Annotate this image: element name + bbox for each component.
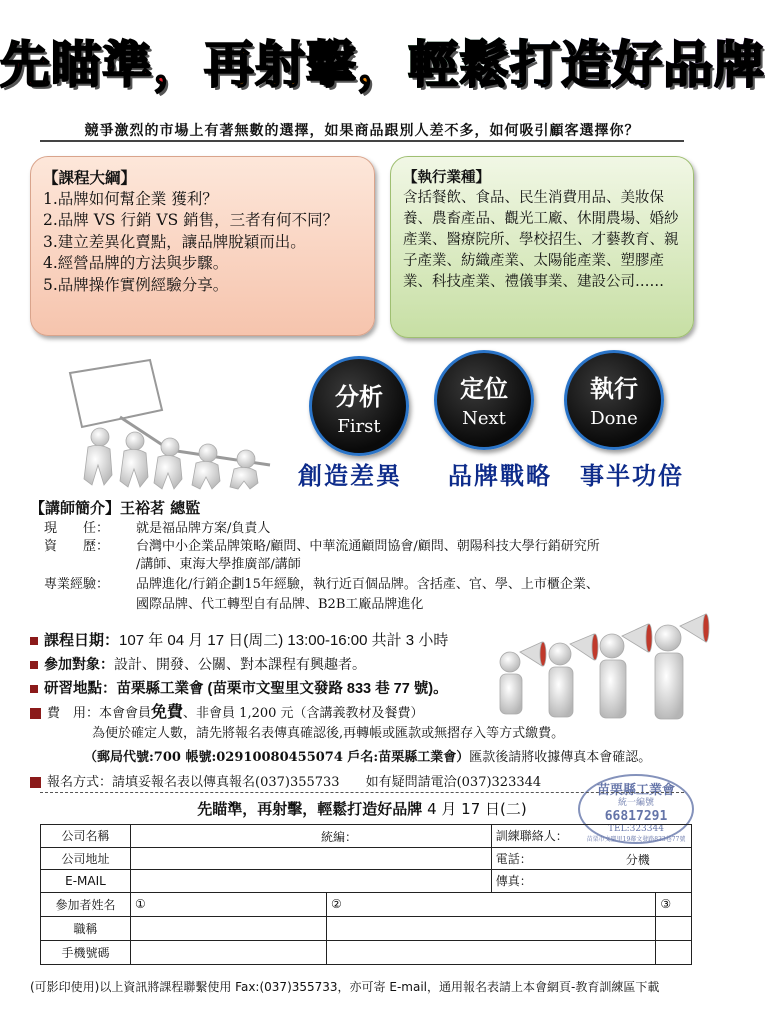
team-pulling-illustration [40, 355, 280, 490]
form-title [40, 798, 684, 819]
mobile-label: 手機號碼 [41, 940, 131, 964]
participants-target [30, 654, 366, 674]
participant-2-field[interactable] [327, 892, 656, 916]
industries-box [390, 156, 694, 338]
lecturer-row [44, 520, 704, 538]
circle-zh: 執行 [590, 375, 638, 403]
form-date: 4 月 17 日(二) [422, 800, 527, 818]
title-part-2: 再射擊， [204, 36, 408, 94]
slogan: 創造差異 [298, 462, 402, 490]
lecturer-value: 品牌進化/行銷企劃15年經驗，執行近百個品牌。含括產、官、學、上市櫃企業、 [136, 577, 599, 592]
participant-name-label: 參加者姓名 [41, 892, 131, 916]
participant-1-field[interactable] [131, 892, 327, 916]
stamp-id: 66817291 [604, 809, 668, 824]
stamp-address: 苗栗市文聖里19鄰文發路833巷77號 [586, 836, 686, 843]
fax-field[interactable] [491, 870, 691, 893]
course-outline-box [30, 156, 375, 336]
participant-2-number: ② [331, 897, 342, 911]
fee-free: 免費 [151, 702, 184, 721]
table-row [41, 870, 692, 893]
outline-item: 3.建立差異化賣點，讓品牌脫穎而出。 [43, 232, 306, 251]
fee-rest: 、非會員 1,200 元（含講義教材及餐費） [183, 706, 424, 721]
table-row [41, 825, 692, 848]
company-address-label: 公司地址 [41, 847, 131, 870]
table-row [41, 940, 692, 964]
lecturer-row [44, 556, 704, 574]
page-title [0, 22, 765, 108]
execution-circle [564, 350, 664, 450]
table-row [41, 916, 692, 940]
fee [30, 699, 424, 722]
mobile-2-field[interactable] [327, 940, 656, 964]
lecturer-label: 資 歷： [44, 539, 110, 554]
lecturer-value: /講師、東海大學推廣部/講師 [136, 557, 301, 572]
outline-item: 1.品牌如何幫企業 獲利？ [43, 189, 218, 208]
lecturer-value: 台灣中小企業品牌策略/顧問、中華流通顧問協會/顧問、朝陽科技大學行銷研究所 [136, 539, 600, 554]
table-row [41, 847, 692, 870]
mobile-3-field[interactable] [656, 940, 692, 964]
participant-1-number: ① [135, 897, 146, 911]
job-title-3-field[interactable] [656, 916, 692, 940]
lecturer-label: 專業經驗： [44, 577, 110, 592]
title-part-1: 先瞄準， [0, 36, 204, 94]
fee-member: 本會會員 [99, 706, 152, 721]
contact-label: 訓練聯絡人： [495, 829, 568, 844]
lecturer-heading: 【講師簡介】王裕茗 總監 [30, 499, 201, 517]
company-name-field[interactable] [131, 825, 492, 848]
stamp-id-label: 統一編號 [617, 798, 654, 808]
divider [40, 140, 684, 142]
job-title-2-field[interactable] [327, 916, 656, 940]
industries-text: 含括餐飲、食品、民生消費用品、美妝保養、農畜產品、觀光工廠、休閒農場、婚紗產業、醫療院所、學校招生、才藝教育、親子產業、紡織產業、太陽能產業、塑膠產業、科技產業、禮儀事業、建設公司…… [403, 190, 679, 290]
bank-account: （郵局代號:700 帳號:02910080455074 戶名:苗栗縣工業會） [84, 750, 470, 765]
job-title-label: 職稱 [41, 916, 131, 940]
footer-note: (可影印使用)以上資訊將課程聯繫使用 Fax:(037)355733，亦可寄 E-mail，通用報名表請上本會網頁-教育訓練區下載 [30, 980, 660, 994]
table-row [41, 892, 692, 916]
payment-note: 為便於確定人數，請先將報名表傳真確認後,再轉帳或匯款或無摺存入等方式繳費。 [92, 726, 565, 741]
venue-label: 研習地點： [44, 681, 117, 697]
lecturer-row [44, 576, 704, 594]
bullet-icon [30, 777, 41, 788]
outline-item: 4.經營品牌的方法與步驟。 [43, 254, 229, 272]
course-date [30, 629, 448, 650]
target-value: 設計、開發、公關、對本課程有興趣者。 [114, 657, 366, 673]
bank-note [84, 746, 651, 765]
form-title-text: 先瞄準，再射擊，輕鬆打造好品牌 [197, 800, 423, 818]
subtitle: 競爭激烈的市場上有著無數的選擇，如果商品跟別人差不多，如何吸引顧客選擇你？ [84, 123, 640, 139]
circle-en: Done [590, 408, 638, 429]
phone-label: 電話： [495, 851, 532, 866]
outline-item: 2.品牌 VS 行銷 VS 銷售，三者有何不同？ [43, 211, 339, 229]
tax-id-label: 統編： [321, 830, 358, 844]
participant-3-number: ③ [660, 897, 672, 911]
outline-item: 5.品牌操作實例經驗分享。 [43, 275, 229, 294]
title-part-3: 輕鬆打造好品牌 [408, 36, 765, 94]
megaphone-team-illustration [480, 612, 710, 724]
target-label: 參加對象： [44, 657, 114, 673]
lecturer-label: 現 任： [44, 521, 110, 536]
positioning-circle [434, 350, 534, 450]
cut-line [40, 792, 684, 793]
email-field[interactable] [131, 870, 492, 893]
slogan: 事半功倍 [580, 462, 684, 490]
email-label: E-MAIL [41, 870, 131, 893]
bullet-icon [30, 708, 41, 719]
industries-heading: 【執行業種】 [403, 169, 490, 186]
registration-form-table [40, 824, 692, 965]
circle-zh: 分析 [335, 383, 383, 411]
company-name-label: 公司名稱 [41, 825, 131, 848]
contact-person-field[interactable] [491, 825, 691, 848]
ext-label: 分機 [625, 852, 650, 867]
circle-zh: 定位 [460, 375, 508, 403]
analysis-circle [309, 356, 409, 456]
register-text: 報名方式：請填妥報名表以傳真報名(037)355733 如有疑問請電洽(037)323344 [47, 775, 542, 790]
outline-heading: 【課程大綱】 [43, 168, 137, 187]
venue [30, 677, 448, 698]
lecturer-row [44, 538, 704, 556]
circle-en: First [337, 416, 381, 437]
participant-3-field[interactable] [656, 892, 692, 916]
venue-value: 苗栗縣工業會 (苗栗市文聖里文發路 833 巷 77 號)。 [116, 681, 448, 697]
registration-method [30, 771, 541, 790]
mobile-1-field[interactable] [131, 940, 327, 964]
stamp-name: 苗栗縣工業會 [596, 783, 675, 798]
bullet-icon [30, 637, 38, 645]
fax-label: 傳真： [495, 874, 532, 889]
fax-receipt-note: 匯款後請將收據傳真本會確認。 [469, 750, 652, 765]
circle-en: Next [462, 408, 506, 429]
lecturer-value: 國際品牌、代工轉型自有品牌、B2B工廠品牌進化 [136, 597, 424, 612]
fee-label: 費 用： [47, 706, 100, 721]
stamp-tel: TEL:323344 [608, 824, 664, 834]
phone-field[interactable] [491, 847, 691, 870]
bullet-icon [30, 661, 38, 669]
lecturer-value: 就是福品牌方案/負責人 [136, 521, 271, 536]
job-title-1-field[interactable] [131, 916, 327, 940]
date-label: 課程日期： [44, 632, 120, 649]
slogan: 品牌戰略 [448, 462, 552, 490]
date-value: 107 年 04 月 17 日(周二) 13:00-16:00 共計 3 小時 [119, 632, 449, 649]
company-address-field[interactable] [131, 847, 492, 870]
bullet-icon [30, 685, 38, 693]
